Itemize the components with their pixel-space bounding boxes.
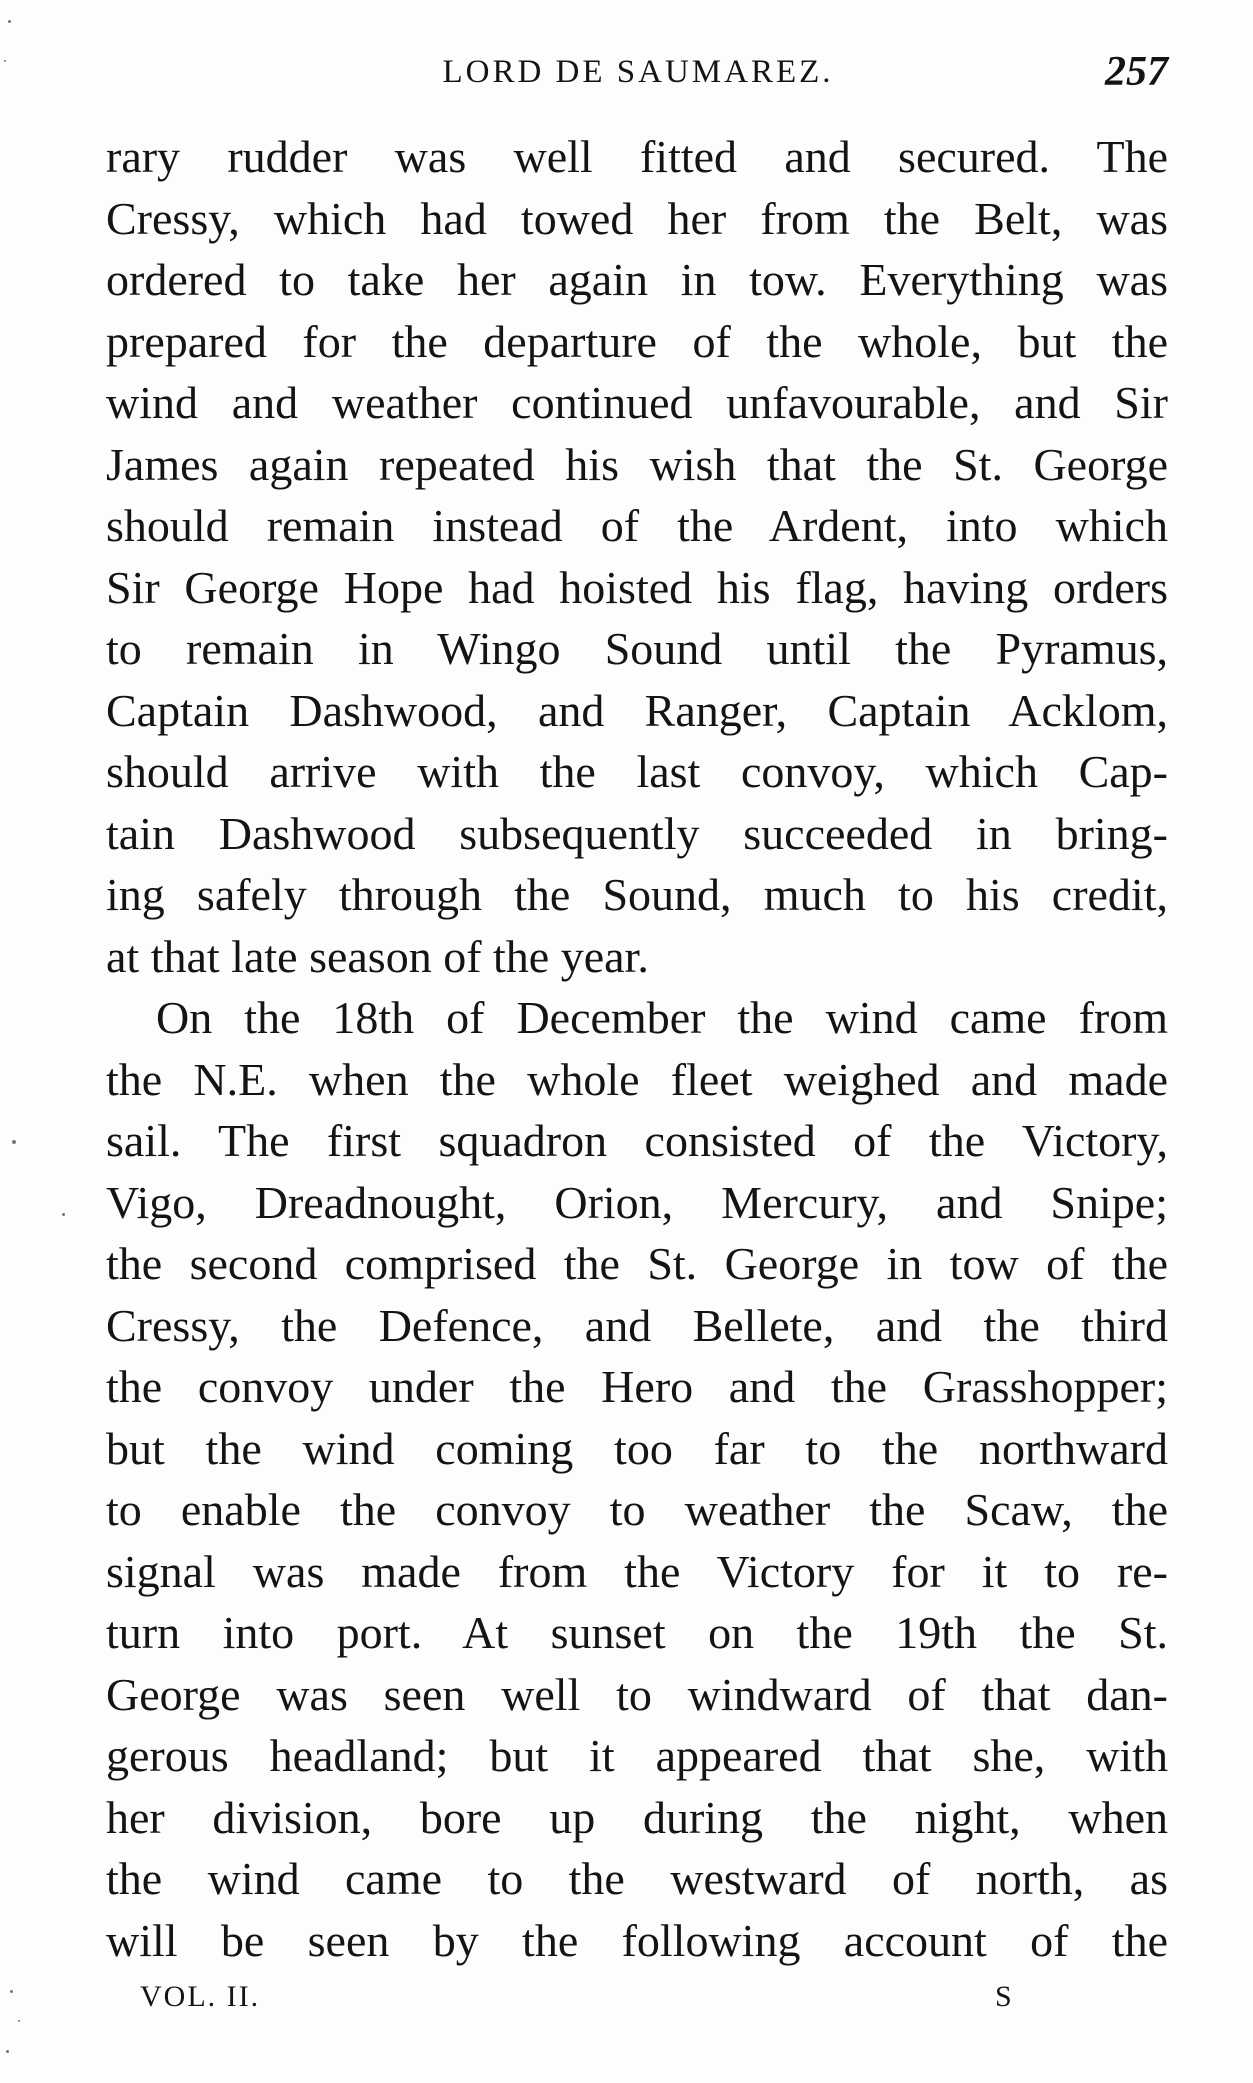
text-line: to enable the convoy to weather the Scaw, the — [106, 1484, 1168, 1535]
running-title: LORD DE SAUMAREZ. — [442, 54, 834, 90]
text-line: tain Dashwood subsequently succeeded in bring- — [106, 807, 1168, 859]
text-line: Cressy, which had towed her from the Belt, was — [106, 192, 1168, 244]
text-line: sail. The first squadron consisted of the Victory, — [106, 1115, 1168, 1166]
scan-speck — [8, 20, 11, 23]
text-line: rary rudder was well fitted and secured. The — [106, 131, 1168, 182]
text-line: prepared for the departure of the whole, but the — [106, 315, 1168, 367]
text-line: Cressy, the Defence, and Bellete, and the third — [106, 1299, 1168, 1351]
text-line: the convoy under the Hero and the Grasshopper; — [106, 1361, 1168, 1412]
text-line: turn into port. At sunset on the 19th the St. — [106, 1607, 1168, 1658]
text-line: the wind came to the westward of north, as — [106, 1853, 1168, 1904]
text-line: wind and weather continued unfavourable, and Sir — [106, 377, 1168, 428]
text-line: ordered to take her again in tow. Everything was — [106, 254, 1168, 305]
scan-speck — [62, 1213, 65, 1216]
text-line: George was seen well to windward of that dan- — [106, 1668, 1168, 1720]
text-line: the second comprised the St. George in tow of the — [106, 1238, 1168, 1289]
signature-mark: S — [995, 1980, 1014, 2013]
page-footer — [140, 1980, 1040, 2020]
paragraph-start-line: On the 18th of December the wind came from — [156, 992, 1168, 1043]
text-line: Sir George Hope had hoisted his flag, having orders — [106, 561, 1168, 613]
text-line: should arrive with the last convoy, which Cap- — [106, 746, 1168, 797]
scan-speck — [18, 2020, 20, 2022]
scan-speck — [6, 2050, 9, 2053]
text-line: should remain instead of the Ardent, into which — [106, 500, 1168, 551]
text-line: ing safely through the Sound, much to his credit, — [106, 869, 1168, 920]
text-line: James again repeated his wish that the St. George — [106, 438, 1168, 490]
scan-speck — [10, 1990, 13, 1993]
text-line: her division, bore up during the night, when — [106, 1791, 1168, 1843]
text-line: the N.E. when the whole fleet weighed and made — [106, 1053, 1168, 1105]
text-line: will be seen by the following account of the — [106, 1914, 1168, 1966]
text-line: gerous headland; but it appeared that she, with — [106, 1730, 1168, 1781]
text-line: but the wind coming too far to the northward — [106, 1422, 1168, 1474]
scan-speck — [4, 60, 6, 62]
running-head — [108, 48, 1168, 98]
volume-label: VOL. II. — [140, 1980, 261, 2013]
text-line: Vigo, Dreadnought, Orion, Mercury, and Snipe; — [106, 1176, 1168, 1228]
text-line: Captain Dashwood, and Ranger, Captain Acklom, — [106, 684, 1168, 736]
text-line: at that late season of the year. — [106, 930, 649, 982]
body-text — [106, 126, 1168, 1971]
scan-speck — [12, 1140, 16, 1144]
text-line: signal was made from the Victory for it to re- — [106, 1545, 1168, 1597]
page-number: 257 — [1105, 49, 1168, 95]
text-line: to remain in Wingo Sound until the Pyramus, — [106, 623, 1168, 674]
